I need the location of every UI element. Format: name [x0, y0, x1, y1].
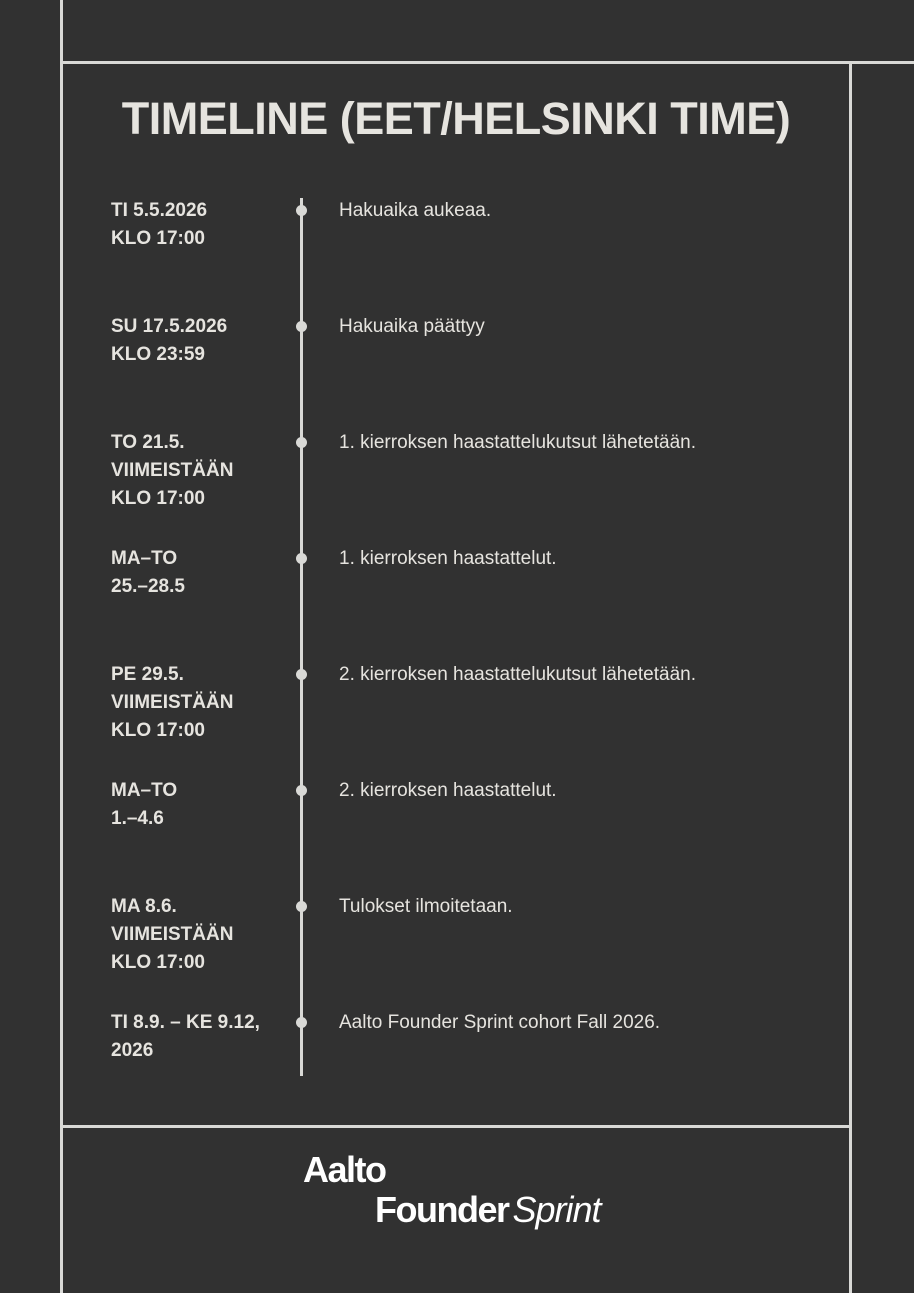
entry-date — [111, 197, 291, 253]
logo-line-founder-sprint — [375, 1190, 601, 1230]
timeline-dot — [296, 785, 307, 796]
entry-date-line: PE 29.5. — [111, 664, 184, 685]
entry-description: Hakuaika päättyy — [339, 316, 485, 337]
entry-description: 2. kierroksen haastattelukutsut lähetetään. — [339, 664, 697, 685]
entry-date-line: VIIMEISTÄÄN — [111, 460, 234, 481]
timeline-entry — [0, 893, 914, 1003]
timeline-dot — [296, 553, 307, 564]
frame-top-line — [60, 61, 914, 64]
entry-date — [111, 545, 291, 601]
entry-date-line: KLO 17:00 — [111, 228, 205, 249]
timeline-entry — [0, 777, 914, 887]
entry-date-line: KLO 17:00 — [111, 488, 205, 509]
page-title: TIMELINE (EET/HELSINKI TIME) — [121, 93, 791, 144]
entry-date-line: TO 21.5. — [111, 432, 185, 453]
timeline-entry — [0, 429, 914, 539]
entry-date-line: MA–TO — [111, 548, 178, 569]
entry-date — [111, 313, 291, 369]
entry-date-line: VIIMEISTÄÄN — [111, 924, 234, 945]
aalto-founder-sprint-logo — [303, 1150, 601, 1230]
logo-founder: Founder — [375, 1189, 509, 1230]
timeline-dot — [296, 669, 307, 680]
entry-description: 2. kierroksen haastattelut. — [339, 780, 557, 801]
timeline-entry — [0, 661, 914, 771]
logo-sprint: Sprint — [512, 1189, 601, 1230]
entry-date — [111, 661, 291, 745]
entry-date-line: TI 8.9. – KE 9.12, — [111, 1012, 260, 1033]
entry-date-line: KLO 23:59 — [111, 344, 205, 365]
entry-date — [111, 893, 291, 977]
entry-date — [111, 777, 291, 833]
entry-description: 1. kierroksen haastattelut. — [339, 548, 557, 569]
entry-date-line: 25.–28.5 — [111, 576, 185, 597]
entry-date-line: SU 17.5.2026 — [111, 316, 228, 337]
logo-line-aalto: Aalto — [303, 1149, 386, 1190]
entry-date-line: KLO 17:00 — [111, 952, 205, 973]
timeline-entry — [0, 1009, 914, 1119]
entry-description: 1. kierroksen haastattelukutsut lähetetään. — [339, 432, 697, 453]
timeline-entry — [0, 545, 914, 655]
timeline-entry — [0, 197, 914, 307]
entry-description: Hakuaika aukeaa. — [339, 200, 492, 221]
timeline-entry — [0, 313, 914, 423]
entry-description: Tulokset ilmoitetaan. — [339, 896, 513, 917]
entry-date-line: 2026 — [111, 1040, 154, 1061]
entry-date-line: MA 8.6. — [111, 896, 177, 917]
timeline-dot — [296, 1017, 307, 1028]
frame-bottom-line — [60, 1125, 852, 1128]
timeline-dot — [296, 205, 307, 216]
entry-date — [111, 1009, 291, 1065]
entry-date-line: TI 5.5.2026 — [111, 200, 208, 221]
entry-description: Aalto Founder Sprint cohort Fall 2026. — [339, 1012, 661, 1033]
entry-date-line: MA–TO — [111, 780, 178, 801]
entry-date-line: 1.–4.6 — [111, 808, 164, 829]
entry-date-line: KLO 17:00 — [111, 720, 205, 741]
timeline-dot — [296, 321, 307, 332]
entry-date-line: VIIMEISTÄÄN — [111, 692, 234, 713]
timeline-dot — [296, 437, 307, 448]
timeline-dot — [296, 901, 307, 912]
entry-date — [111, 429, 291, 513]
